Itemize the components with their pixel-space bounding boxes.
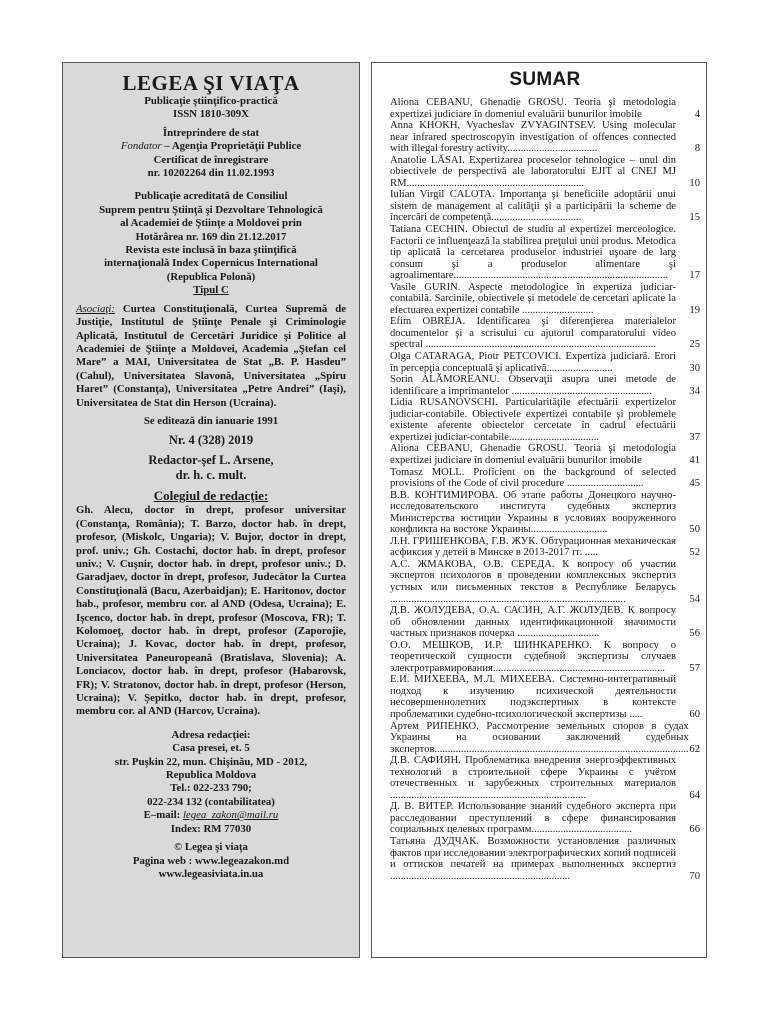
toc-page-number: 56 [689,628,700,640]
toc-entry-title: Lidia RUSANOVSCHI. Particularităţile efectuării expertizelor judiciar-contabile. Obiectivele expertizei contabile şi problemele existente aferente obiectelor cercetate în cadrul efectuării expertizei judiciar-contabile.................................. [390,397,676,443]
founder-text: – Agenţia Proprietăţii Publice [161,140,302,153]
toc-entry-title: Татьяна ДУДЧАК. Возможности установления различных фактов при исследовании электрографических копий подписей и оттисков печатей на примерах выполненных экспертиз .................................................................... [390,836,676,882]
toc-entry-title: Efim OBREJA. Identificarea şi diferenţierea materialelor documentelor şi a scrisului cu ajutorul comparatorului video spectral ....................................................................................... [390,316,676,351]
journal-subtitle: Publicaţie ştiinţifico-practică [144,95,278,107]
toc-entry-title: Д.В. ЖОЛУДЕВА, О.А. САСИН, А.Г. ЖОЛУДЕВ. К вопросу об обновлении данных идентификационной значимости частных признаков почерка ............................... [390,605,676,640]
toc-page-number: 19 [689,304,700,316]
toc-entry-title: Tatiana CECHIN. Obiectul de studiu al expertizei merceologice. Factorii ce influenţează la stabilirea preţului unui produs. Metodica tip aplicată la cercetarea produselor industriei uşoare de larg consum şi a produselor alimentare şi agroalimentare................................................................................. [390,224,676,282]
address-line: str. Puşkin 22, mun. Chişinău, MD - 2012, [114,755,308,768]
toc-entry-title: Sorin ALĂMOREANU. Observaţii asupra unei metode de identificare a imprimantelor ..................................................... [390,374,676,397]
toc-page-number: 60 [689,708,700,720]
accreditation-line: Publicaţie acreditată de Consiliul [134,190,288,203]
registration-number: nr. 10202264 din 11.02.1993 [147,167,275,180]
toc-page-number: 52 [689,547,700,559]
email-link[interactable]: legea_zakon@mail.ru [182,809,279,822]
accreditation-line: Hotărârea nr. 169 din 21.12.2017 [135,230,287,243]
toc-entry[interactable] [390,282,700,317]
toc-page-number: 66 [689,824,700,836]
toc-page-number: 54 [689,593,700,605]
toc-entry[interactable] [390,559,700,605]
toc-entry-title: А.С. ЖМАКОВА, О.В. СЕРЕДА. К вопросу об участии экспертов психологов в проведении комплексных экспертиз устных или письменных текстов в Республике Беларусь ......................................................................................... [390,558,676,605]
founder-line [76,140,346,153]
toc-entry-title: Olga CATARAGA, Piotr PETCOVICI. Expertiza judiciară. Erori în percepţia conceptuală şi aplicativă......................... [390,351,676,374]
enterprise: Întreprindere de stat [162,126,260,139]
toc-page-number: 45 [689,478,700,490]
registration-label: Certificat de înregistrare [153,153,269,166]
toc-page-number: 10 [689,177,700,189]
toc-entry[interactable] [390,316,700,351]
toc-entry[interactable] [390,490,700,536]
phone-line: Tel.: 022-233 790; [170,782,252,795]
accreditation-line: (Republica Polonă) [166,270,256,283]
toc-entry-title: Aliona CEBANU, Ghenadie GROSU. Teoria şi metodologia expertizei judiciare în domeniul evaluării bunurilor imobile [390,443,676,466]
founder-label: Fondator [120,140,162,153]
index-number: Index: RM 77030 [170,822,252,835]
editor-degree: dr. h. c. mult. [175,468,247,483]
toc-page-number: 70 [689,870,700,882]
toc-entry[interactable] [390,443,700,466]
toc-entry-title: О.О. МЕШКОВ, И.Р. ШИНКАРЕНКО. К вопросу о теоретической сущности судебной экспертизы случаев электротравмирования................................................................. [390,639,676,674]
toc-entry-title: Anatolie LĂSAI. Expertizarea proceselor tehnologice – unul din obiectivele de perspectivă ale laboratorului EJIT al CNEJ MJ RM................................................................... [390,154,676,189]
editor-in-chief: Redactor-şef L. Arsene, [148,453,274,468]
toc-entry-title: Е.И. МИХЕЕВА, М.Л. МИХЕЕВА. Системно-интегративный подход к изучению психической деятельности несовершеннолетних подэкспертных в контексте проблематики судебно-психологической экспертизы ..... [390,674,676,720]
website-link[interactable]: Pagina web : www.legeazakon.md [132,854,290,867]
toc-entry[interactable] [390,674,700,720]
table-of-contents [371,62,707,958]
accreditation-line: al Academiei de Ştiinţe a Moldovei prin [120,217,302,230]
toc-entry-title: Д. В. ВИТЕР. Использование знаний судебного эксперта при расследовании преступлений в сфере финансирования социальных целевых программ...................................... [390,801,676,836]
toc-page-number: 30 [689,362,700,374]
toc-entry[interactable] [390,224,700,282]
toc-entry[interactable] [390,120,700,155]
address-line: Republica Moldova [165,769,257,782]
toc-page-number: 25 [689,339,700,351]
issue-number: Nr. 4 (328) 2019 [168,433,254,448]
associates-text: Curtea Constituţională, Curtea Supremă de Justiţie, Institutul de Ştiinţe Penale şi Criminologie Aplicată, Institutul de Cercetări Juridice şi Politice al Academiei de Ştiinţe a Moldovei, Academia „Ştefan cel Mare” a MAI, Universitatea de Stat „B. P. Hasdeu” (Cahul), Universitatea Slavonă, Universitatea „Spiru Haret” (Constanţa), Universitatea „Petre Andrei” (Iaşi), Universitatea de Stat din Herson (Ucraina). [76,302,346,409]
accreditation-line: internaţională Index Copernicus International [104,257,318,270]
toc-entry[interactable] [390,605,700,640]
toc-entry[interactable] [390,351,700,374]
toc-entry-title: Aliona CEBANU, Ghenadie GROSU. Teoria şi metodologia expertizei judiciare în domeniul evaluării bunurilor imobile [390,97,676,120]
toc-entry-title: Iulian Virgil CALOTA. Importanţa şi beneficiile adoptării unui sistem de management al calităţii şi a participării la scheme de încercări de competenţă.................................. [390,189,676,224]
toc-entry[interactable] [390,155,700,190]
toc-entry-title: В.В. КОНТИМИРОВА. Об этапе работы Донецкого научно-исследовательского института судебных экспертиз Министерства юстиции Украины в условиях вооруженного конфликта на востоке Украины............................. [390,489,676,536]
toc-entry[interactable] [390,721,700,756]
phone-line: 022-234 132 (contabilitatea) [147,795,275,808]
toc-entry[interactable] [390,640,700,675]
associates [76,303,346,410]
toc-entry-title: Л.Н. ГРИШЕНКОВА, Г.В. ЖУК. Обтурационная механическая асфиксия у детей в Минске в 2013-2017 гг. ..... [390,535,676,559]
toc-entry[interactable] [390,536,700,559]
toc-entry-title: Vasile GURIN. Aspecte metodologice în expertiza judiciar-contabilă. Sarcinile, obiectivele şi metodele de cercetari aplicate la efectuarea expertizei contabile ........................... [390,281,676,316]
editorial-board-title: Colegiul de redacţie: [153,488,269,504]
edition-since: Se editează din ianuarie 1991 [143,414,279,427]
editorial-board-members: Gh. Alecu, doctor în drept, profesor universitar (Constanţa, România); T. Barzo, doctor hab. în drept, profesor, (Miskolc, Ungaria); V. Bujor, doctor în drept, prof. univ.; Gh. Costachi, doctor hab. în drept, profesor univ.; V. Cuşnir, doctor hab. în drept, profesor univ.; D. Garadjaev, doctor în drept, profesor, Judecător la Curtea Constituţională (Bacu, Azerbaidjan); E. Haritonov, doctor hab., profesor, membru cor. al AND (Odesa, Ucraina); E. Işcenco, doctor hab. în drept, profesor (Moscova, FR); T. Kolomoeţ, doctor hab. în drept, profesor (Zaporojie, Ucraina); J. Kovac, doctor hab. în drept, profesor, Universitatea Paneuropeană (Bratislava, Slovenia); A. Lonciacov, doctor hab. în drept, profesor (Habarovsk, FR); V. Stratonov, doctor hab. în drept, profesor (Herson, Ucraina); V. Şepitko, doctor hab. în drept, profesor, membru cor. al AND (Harcov, Ucraina). [76,504,346,718]
website-link-secondary[interactable]: www.legeasiviata.in.ua [158,867,264,880]
toc-page-number: 50 [689,524,700,536]
toc-page-number: 62 [689,743,700,755]
toc-page-number: 17 [689,270,700,282]
toc-page-number: 4 [694,108,700,120]
toc-page-number: 34 [689,385,700,397]
accreditation-line: Suprem pentru Ştiinţă şi Dezvoltare Tehnologică [99,203,323,216]
journal-type: Tipul C [193,284,229,297]
email-line [76,809,346,822]
email-label: E–mail: [143,809,181,822]
toc-page-number: 8 [694,143,700,155]
toc-entry[interactable] [390,374,700,397]
toc-entry-title: Anna KHOKH, Vyacheslav ZVYAGINTSEV. Using molecular near infrared spectroscopyin investigation of offences connected with illegal forestry activity.................................. [390,120,676,155]
toc-entry[interactable] [390,189,700,224]
accreditation-line: Revista este inclusă în baza ştiinţifică [125,244,297,257]
toc-list [390,97,700,882]
masthead-panel [62,62,360,958]
associates-label: Asociaţi: [76,302,115,315]
toc-page-number: 37 [689,431,700,443]
toc-page-number: 15 [689,212,700,224]
issn: ISSN 1810-309X [173,108,249,121]
toc-page-number: 57 [689,662,700,674]
toc-entry[interactable] [390,755,700,801]
toc-entry[interactable] [390,836,700,882]
toc-entry-title: Д.В. САФИЯН. Проблематика внедрения энергоэффективных технологий в строительной сфере Украины с учётом отечественных и зарубежных строительных материалов .......................................................................... [390,755,676,801]
address-title: Adresa redacţiei: [171,728,251,741]
toc-entry[interactable] [390,801,700,836]
journal-title: LEGEA ŞI VIAŢA [122,71,300,95]
toc-page-number: 64 [689,789,700,801]
toc-entry[interactable] [390,397,700,443]
toc-page-number: 41 [689,454,700,466]
toc-entry-title: Tomasz MOLL. Proficient on the background of selected provisions of the Code of civil procedure ............................. [390,466,676,490]
toc-entry-title: Артем РИПЕНКО. Рассмотрение земельных споров в судах Украины на основании заключений судебных экспертов................................................................................................ [390,720,689,755]
toc-entry[interactable] [390,467,700,490]
address-line: Casa presei, et. 5 [172,742,250,755]
toc-title: SUMAR [509,69,581,90]
copyright: © Legea şi viaţa [174,841,248,854]
toc-entry[interactable] [390,97,700,120]
